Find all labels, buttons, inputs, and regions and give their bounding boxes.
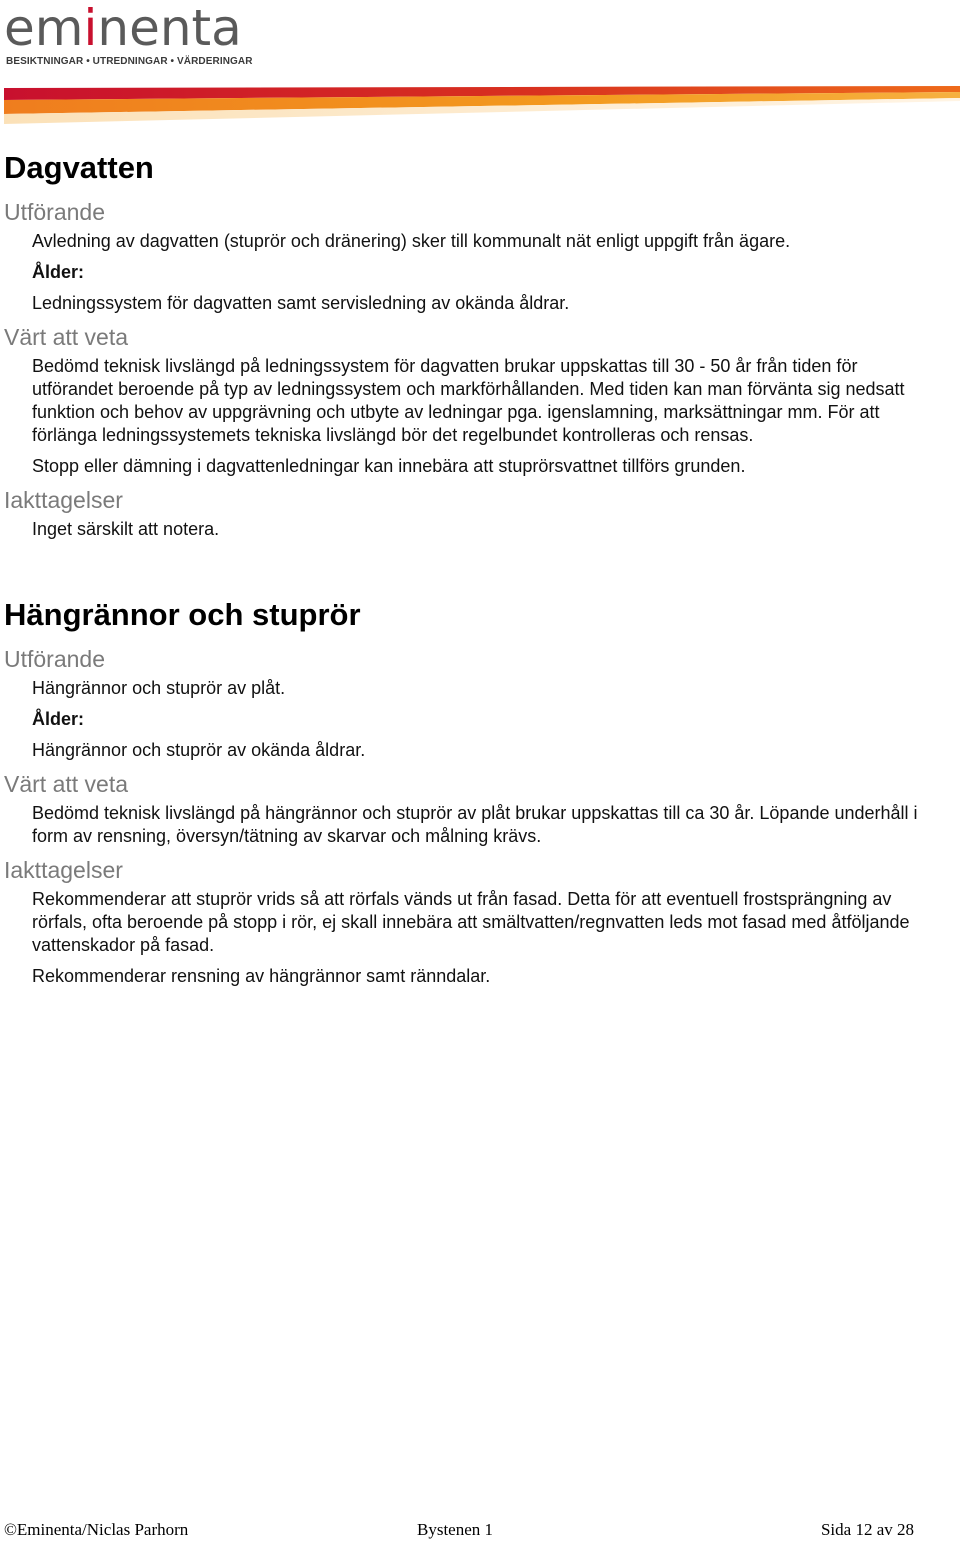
footer-property-name: Bystenen 1 bbox=[417, 1520, 494, 1539]
subheading-vart-att-veta: Värt att veta bbox=[4, 324, 129, 350]
footer-copyright: ©Eminenta/Niclas Parhorn bbox=[4, 1520, 189, 1539]
section-dagvatten bbox=[4, 150, 934, 541]
subheading-utforande: Utförande bbox=[4, 646, 106, 672]
section-hangrannor-och-stupror bbox=[4, 597, 934, 988]
utforande-text: Hängrännor och stuprör av plåt. bbox=[32, 678, 286, 698]
section-title: Hängrännor och stuprör bbox=[4, 597, 361, 632]
utforande-text: Avledning av dagvatten (stuprör och dränering) sker till kommunalt nät enligt uppgift från ägare. bbox=[32, 231, 791, 251]
document-body bbox=[4, 150, 934, 996]
alder-text: Ledningssystem för dagvatten samt servisledning av okända åldrar. bbox=[32, 293, 570, 313]
subheading-utforande: Utförande bbox=[4, 199, 106, 225]
subheading-iakttagelser: Iakttagelser bbox=[4, 857, 123, 883]
header-banner-stripe bbox=[0, 82, 960, 128]
vart-att-veta-paragraph: Stopp eller dämning i dagvattenledningar kan innebära att stuprörsvattnet tillförs grunden. bbox=[32, 456, 746, 476]
vart-att-veta-paragraph: Bedömd teknisk livslängd på ledningssystem för dagvatten brukar uppskattas till 30 - 50 år från tiden för utförandet beroende på typ av ledningssystem och markförhållanden. Med tiden kan man förvänta sig nedsatt funktion och behov av uppgrävning och utbyte av ledningar pga. igenslamning, marksättningar mm. För att förlänga ledningssystemets tekniska livslängd bör det regelbundet kontrolleras och rensas. bbox=[32, 356, 905, 445]
iakttagelser-paragraph: Rekommenderar att stuprör vrids så att rörfals vänds ut från fasad. Detta för att eventuell frostsprängning av rörfals, ofta beroende på stopp i rör, ej skall innebära att smältvatten/regnvatten leds mot fasad med åtföljande vattenskador på fasad. bbox=[32, 889, 910, 955]
company-logo bbox=[4, 0, 253, 72]
alder-label: Ålder: bbox=[32, 709, 85, 729]
subheading-vart-att-veta: Värt att veta bbox=[4, 771, 129, 797]
footer-page-number: Sida 12 av 28 bbox=[820, 1520, 914, 1539]
logo-tagline: BESIKTNINGAR • UTREDNINGAR • VÄRDERINGAR bbox=[6, 56, 253, 67]
iakttagelser-paragraph: Inget särskilt att notera. bbox=[32, 519, 220, 539]
alder-text: Hängrännor och stuprör av okända åldrar. bbox=[32, 740, 366, 760]
logo-wordmark: eminenta bbox=[4, 0, 242, 57]
alder-label: Ålder: bbox=[32, 262, 85, 282]
iakttagelser-paragraph: Rekommenderar rensning av hängrännor samt ränndalar. bbox=[32, 966, 491, 986]
section-title: Dagvatten bbox=[4, 150, 154, 185]
page-footer bbox=[4, 1520, 914, 1544]
subheading-iakttagelser: Iakttagelser bbox=[4, 487, 123, 513]
vart-att-veta-paragraph: Bedömd teknisk livslängd på hängrännor och stuprör av plåt brukar uppskattas till ca 30 år. Löpande underhåll i form av rensning, översyn/tätning av skarvar och målning krävs. bbox=[32, 803, 918, 846]
